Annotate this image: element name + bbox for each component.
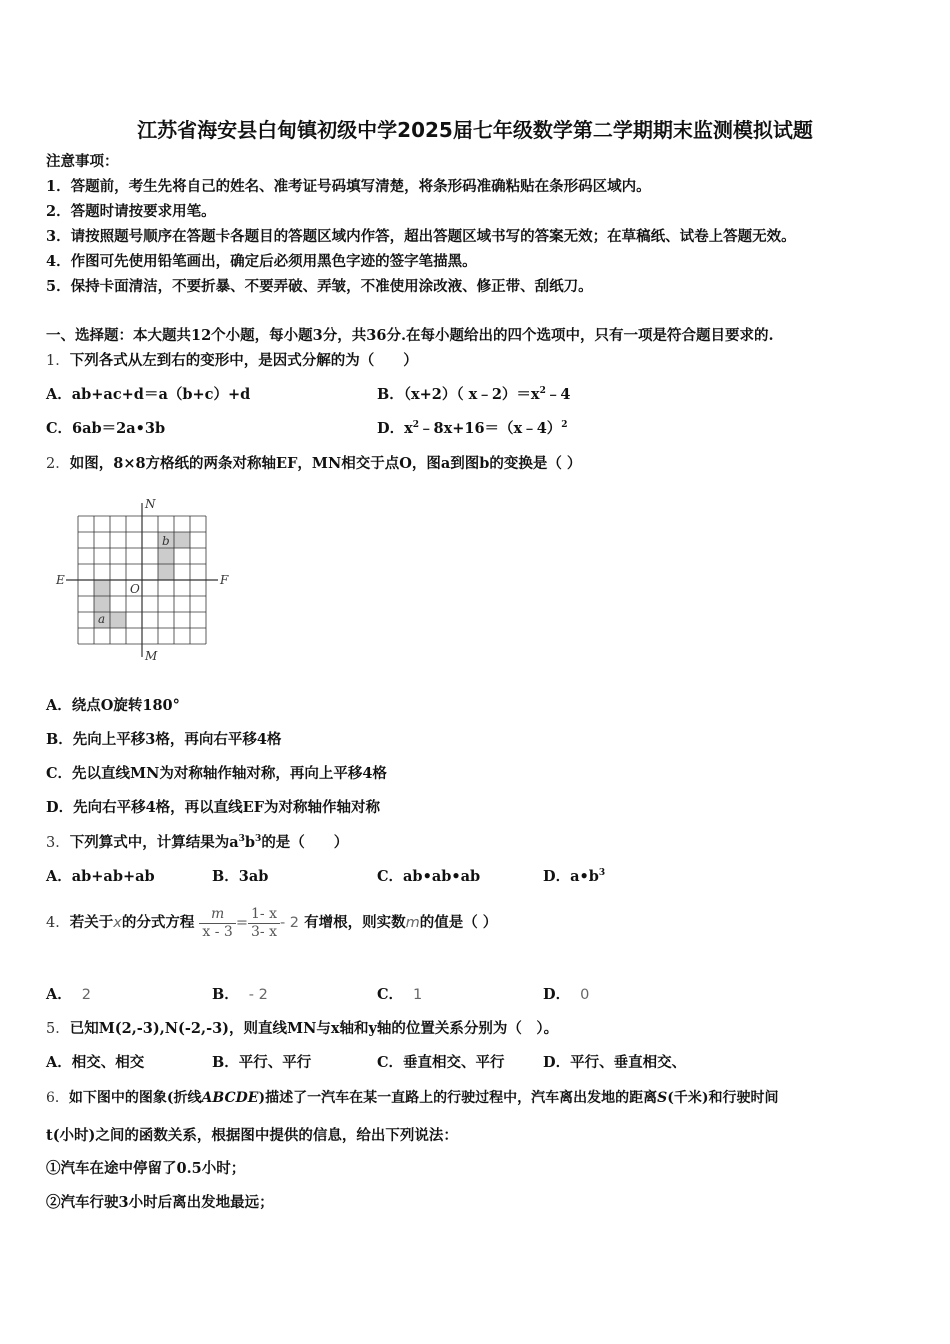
question-stem: b (244, 834, 256, 851)
q4-option-d (543, 986, 589, 1004)
question-stem: 如下图中的图象(折线 (68, 1090, 202, 1106)
question-1 (46, 352, 418, 370)
superscript: 3 (598, 868, 606, 878)
label-f: F (220, 573, 229, 587)
q2-option-d: D．先向右平移4格，再以直线EF为对称轴作轴对称 (46, 799, 381, 816)
option-label: C． (377, 986, 404, 1003)
q1-option-a: A．ab+ac+d＝a（b+c）+d (46, 386, 251, 403)
section-heading: 一、选择题：本大题共12个小题，每小题3分，共36分.在每小题给出的四个选项中，只有一项是符合题目要求的. (46, 327, 774, 344)
superscript: 2 (412, 420, 419, 430)
question-stem: 如图，8×8方格纸的两条对称轴EF，MN相交于点O，图a到图b的变换是（ ） (69, 455, 582, 472)
option-label: D． (543, 986, 571, 1003)
question-stem: 已知M(2,-3),N(-2,-3)，则直线MN与x轴和y轴的位置关系分别为（ ）。 (69, 1020, 559, 1037)
question-number: 5． (46, 1021, 70, 1037)
option-text: B．（x+2）（ x﹣2）＝x (377, 386, 540, 403)
equals-sign: = (235, 915, 248, 931)
option-label: B． (212, 986, 239, 1003)
page-title: 江苏省海安县白甸镇初级中学2025届七年级数学第二学期期末监测模拟试题 (137, 118, 813, 142)
notice-heading: 注意事项： (46, 153, 119, 170)
q3-option-a: A．ab+ab+ab (46, 868, 155, 885)
superscript: 3 (238, 834, 245, 844)
option-value: 1 (413, 987, 423, 1003)
q1-option-d (377, 420, 568, 438)
notice-item-4: 4．作图可先使用铅笔画出，确定后必须用黑色字迹的签字笔描黑。 (46, 253, 477, 270)
equation-tail: - 2 (279, 915, 300, 931)
option-label: A． (46, 986, 72, 1003)
q4-option-c (377, 986, 422, 1004)
option-value: 0 (580, 987, 590, 1003)
question-number: 6． (46, 1090, 69, 1106)
question-stem: 的值是（ ） (419, 914, 498, 931)
grid-figure (54, 495, 239, 665)
q5-option-d: D．平行、垂直相交、 (543, 1054, 687, 1071)
fraction-numerator: 1- x (248, 906, 280, 924)
question-stem: (千米)和行驶时间 (667, 1090, 779, 1106)
option-text: D．a•b (543, 868, 599, 885)
notice-item-3: 3．请按照题号顺序在答题卡各题目的答题区域内作答，超出答题区域书写的答案无效；在草稿纸、试卷上答题无效。 (46, 228, 796, 245)
question-number: 4． (46, 915, 70, 931)
label-o: O (130, 582, 140, 596)
question-number: 3． (46, 835, 70, 851)
variable-m: m (405, 915, 420, 931)
question-stem: 若关于 (69, 914, 114, 931)
q1-option-c: C．6ab＝2a•3b (46, 420, 166, 437)
q6-statement-2: ②汽车行驶3小时后离出发地最远； (46, 1194, 274, 1211)
question-stem: 的分式方程 (121, 914, 195, 931)
q3-option-b: B．3ab (212, 868, 269, 885)
q5-option-b: B．平行、平行 (212, 1054, 312, 1071)
option-value: 2 (81, 987, 91, 1003)
question-6-line-2: t(小时)之间的函数关系，根据图中提供的信息，给出下列说法： (46, 1127, 458, 1144)
q2-option-b: B．先向上平移3格，再向右平移4格 (46, 731, 282, 748)
label-e: E (56, 573, 65, 587)
notice-item-5: 5．保持卡面清洁，不要折暴、不要弄破、弄皱，不准使用涂改液、修正带、刮纸刀。 (46, 278, 593, 295)
label-n: N (145, 497, 156, 511)
variable-s: S (657, 1090, 668, 1106)
option-text: ﹣8x+16＝（x﹣4） (419, 420, 562, 437)
q5-option-c: C．垂直相交、平行 (377, 1054, 505, 1071)
question-stem: )描述了一汽车在某一直路上的行驶过程中，汽车离出发地的距离 (258, 1090, 658, 1106)
question-2 (46, 455, 581, 473)
question-3 (46, 834, 348, 852)
question-stem: 有增根，则实数 (304, 914, 406, 931)
superscript: 2 (539, 386, 546, 396)
superscript: 2 (561, 420, 568, 430)
option-text: ﹣4 (545, 386, 571, 403)
variable-x: x (113, 915, 122, 931)
question-stem: 下列各式从左到右的变形中，是因式分解的为（ ） (69, 352, 418, 369)
fraction-x (248, 906, 280, 941)
question-4 (46, 903, 497, 943)
q5-option-a: A．相交、相交 (46, 1054, 145, 1071)
q6-statement-1: ①汽车在途中停留了0.5小时； (46, 1160, 246, 1177)
fraction-denominator: 3- x (250, 923, 277, 940)
option-text: D．x (377, 420, 413, 437)
q3-option-d (543, 868, 605, 886)
q2-option-a: A．绕点O旋转180° (46, 697, 180, 714)
label-m: M (145, 649, 158, 663)
question-6 (46, 1089, 778, 1107)
question-stem: 下列算式中，计算结果为a (69, 834, 239, 851)
question-number: 2． (46, 456, 70, 472)
question-5 (46, 1020, 558, 1038)
fraction-denominator: x - 3 (202, 923, 233, 940)
polyline-name: ABCDE (201, 1090, 259, 1106)
option-value: - 2 (248, 987, 268, 1003)
notice-item-2: 2．答题时请按要求用笔。 (46, 203, 216, 220)
q4-option-a (46, 986, 91, 1004)
label-a: a (98, 612, 106, 626)
superscript: 3 (255, 834, 262, 844)
q2-option-c: C．先以直线MN为对称轴作轴对称，再向上平移4格 (46, 765, 387, 782)
q1-option-b (377, 386, 570, 404)
label-b: b (162, 534, 170, 548)
q4-option-b (212, 986, 268, 1004)
fraction-numerator: m (199, 906, 235, 924)
notice-item-1: 1．答题前，考生先将自己的姓名、准考证号码填写清楚，将条形码准确粘贴在条形码区域内。 (46, 178, 651, 195)
q3-option-c: C．ab•ab•ab (377, 868, 481, 885)
question-number: 1． (46, 353, 70, 369)
question-stem: 的是（ ） (261, 834, 349, 851)
fraction-m (199, 906, 235, 941)
